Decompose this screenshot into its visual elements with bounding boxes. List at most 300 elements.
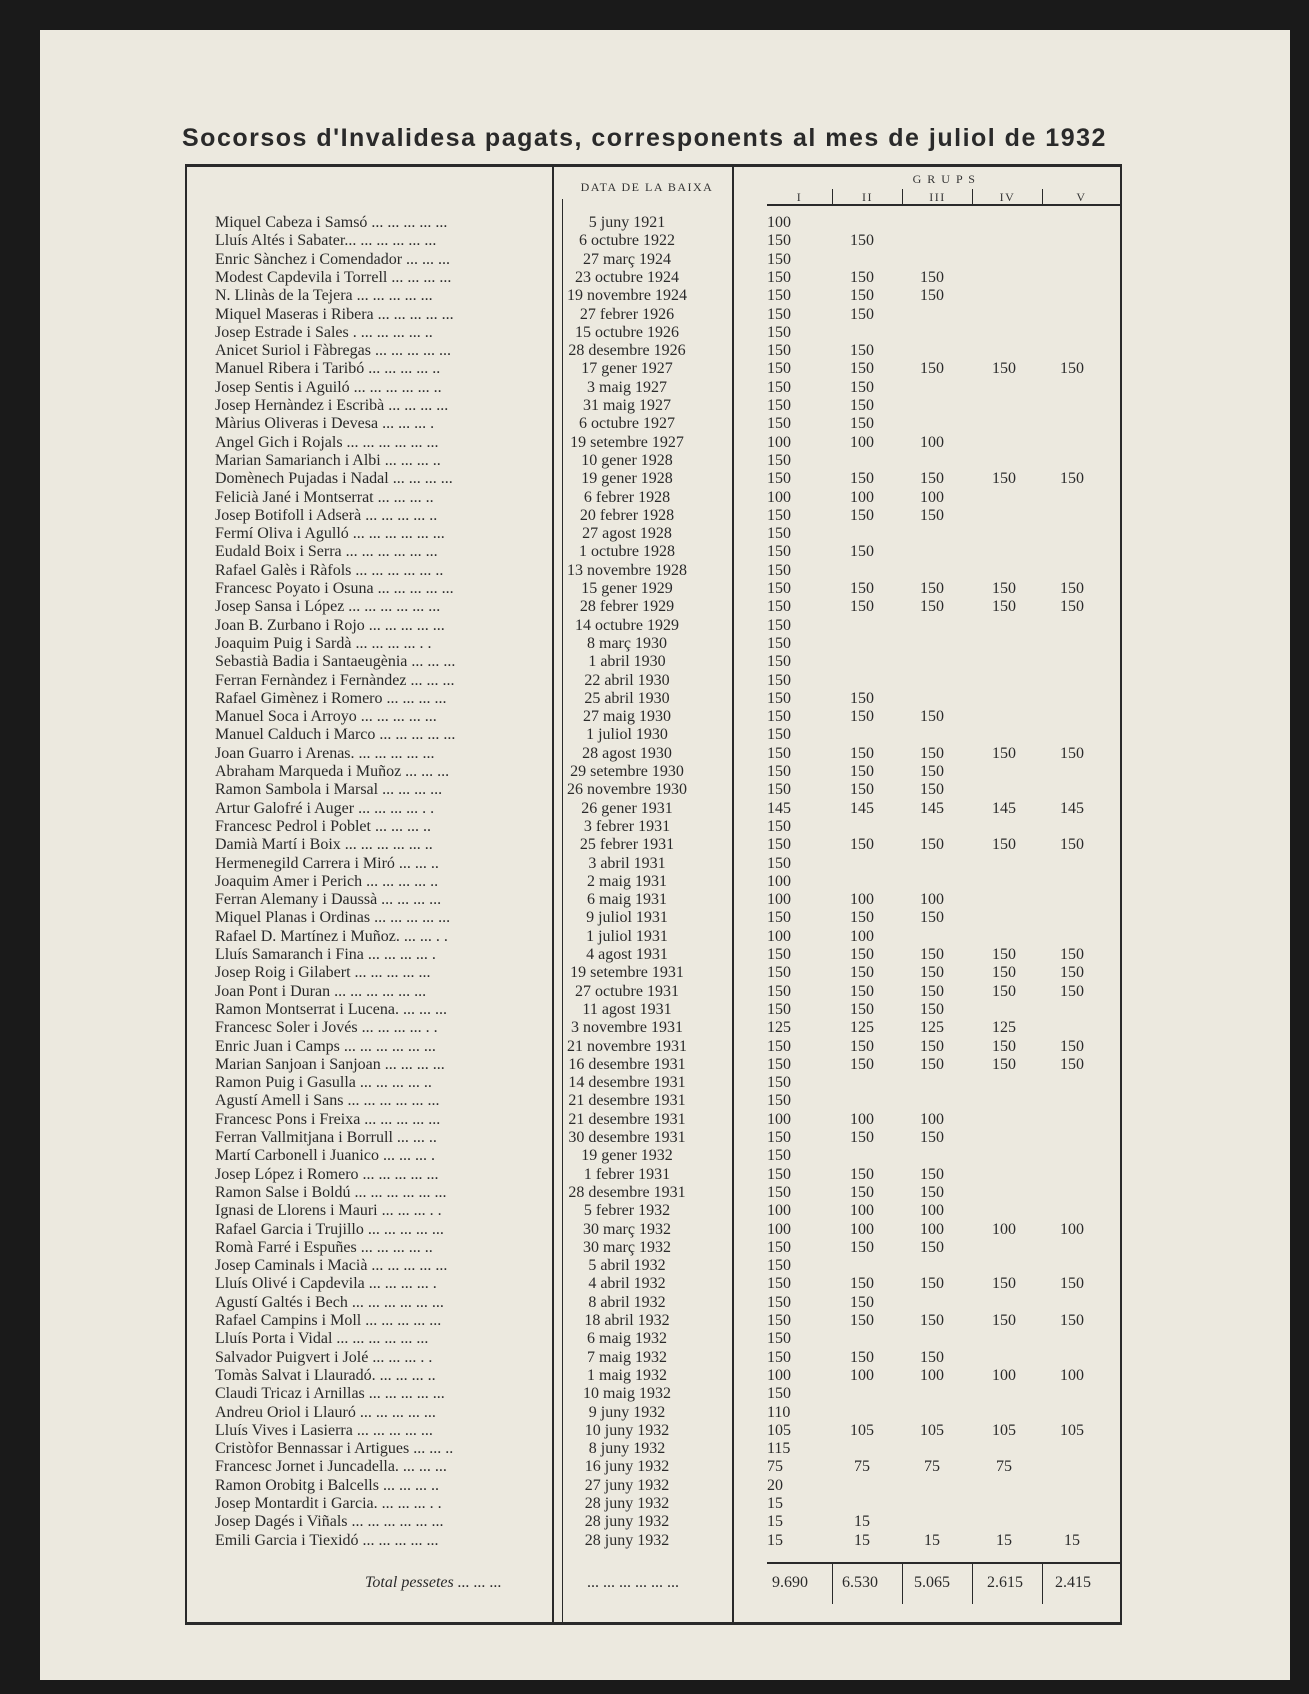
cell-group-ii: 100 [850,1110,874,1128]
cell-date: 1 juliol 1930 [586,726,668,744]
cell-group-i: 150 [767,1092,791,1110]
cell-group-ii: 150 [850,378,874,396]
cell-group-v: 150 [1060,836,1084,854]
cell-group-iii: 150 [920,781,944,799]
cell-group-ii: 100 [850,927,874,945]
cell-date: 19 gener 1928 [581,470,673,488]
table-row [197,818,1122,836]
cell-name: Enric Juan i Camps ... ... ... ... ... ... [215,1037,436,1055]
cell-group-i: 20 [767,1476,783,1494]
cell-name: Marian Sanjoan i Sanjoan ... ... ... ... [215,1055,445,1073]
table-row [197,1367,1122,1385]
cell-group-i: 150 [767,525,791,543]
cell-name: Sebastià Badia i Santaeugènia ... ... ... [215,653,456,671]
cell-group-ii: 105 [850,1421,874,1439]
cell-group-i: 100 [767,1366,791,1384]
cell-name: Ramon Orobitg i Balcells ... ... ... .. [215,1476,439,1494]
cell-group-iii: 150 [920,1055,944,1073]
cell-name: Joaquim Amer i Perich ... ... ... ... .. [215,872,439,890]
cell-date: 6 octubre 1922 [579,232,675,250]
cell-date: 1 juliol 1931 [586,927,668,945]
cell-group-iii: 150 [920,360,944,378]
table-row [197,1202,1122,1220]
cell-group-i: 150 [767,1129,791,1146]
cell-date: 30 desembre 1931 [568,1129,686,1146]
table-row [197,580,1122,598]
cell-group-i: 150 [767,561,791,579]
cell-name: Rafael Campins i Moll ... ... ... ... ... [215,1312,442,1329]
cell-date: 28 agost 1930 [582,744,672,762]
table-row [197,306,1122,324]
cell-group-i: 100 [767,433,791,451]
cell-name: Miquel Cabeza i Samsó ... ... ... ... ... [215,214,448,231]
cell-group-iii: 150 [920,1312,944,1329]
cell-name: Lluís Porta i Vidal ... ... ... ... ... ... [215,1330,429,1348]
cell-group-ii: 150 [850,580,874,597]
cell-name: Martí Carbonell i Juanico ... ... ... . [215,1147,435,1165]
cell-group-ii: 150 [850,909,874,927]
table-row [197,909,1122,927]
total-divider-4 [1042,1562,1043,1604]
cell-group-v: 150 [1060,1037,1084,1055]
cell-name: N. Llinàs de la Tejera ... ... ... ... ... [215,287,433,305]
cell-date: 28 desembre 1926 [568,342,686,360]
cell-group-iii: 150 [920,836,944,854]
cell-group-i: 150 [767,763,791,780]
cell-group-iii: 150 [920,1275,944,1293]
table-row [197,726,1122,744]
cell-name: Eudald Boix i Serra ... ... ... ... ... ... [215,543,438,561]
cell-name: Manuel Soca i Arroyo ... ... ... ... ... [215,708,437,726]
cell-name: Hermenegild Carrera i Miró ... ... .. [215,854,439,872]
cell-group-i: 100 [767,891,791,909]
cell-name: Josep López i Romero ... ... ... ... ... [215,1165,439,1183]
cell-group-i: 150 [767,1183,791,1201]
cell-name: Ferran Alemany i Daussà ... ... ... ... [215,891,442,909]
cell-date: 27 agost 1928 [582,525,672,543]
cell-group-i: 150 [767,781,791,799]
cell-group-i: 150 [767,323,791,341]
cell-group-i: 150 [767,506,791,524]
cell-group-iv: 100 [992,1366,1016,1384]
cell-group-v: 150 [1060,982,1084,1000]
cell-group-i: 150 [767,1238,791,1256]
cell-name: Josep Sentis i Aguiló ... ... ... ... ... .. [215,378,442,396]
cell-name: Modest Capdevila i Torrell ... ... ... ... [215,268,452,286]
cell-group-iii: 100 [920,891,944,909]
cell-date: 21 desembre 1931 [568,1110,686,1128]
cell-group-i: 150 [767,1330,791,1348]
cell-date: 27 juny 1932 [584,1476,670,1494]
cell-date: 5 abril 1932 [588,1257,666,1275]
cell-group-ii: 100 [850,891,874,909]
cell-group-iii: 100 [920,1202,944,1220]
cell-name: Josep Montardit i Garcia. ... ... ... . . [215,1495,442,1512]
cell-group-iii: 150 [920,1238,944,1256]
group-header-iii: III [929,190,946,204]
table-row [197,397,1122,415]
cell-date: 28 desembre 1931 [568,1183,686,1201]
table-row [197,1038,1122,1056]
cell-date: 9 juliol 1931 [586,909,668,927]
table-row [197,928,1122,946]
cell-date: 30 març 1932 [583,1238,671,1256]
cell-group-ii: 150 [850,268,874,286]
cell-group-iv: 15 [996,1531,1012,1549]
cell-group-ii: 150 [850,397,874,414]
cell-group-ii: 150 [850,543,874,561]
cell-group-v: 15 [1064,1531,1080,1549]
cell-group-iii: 105 [920,1421,944,1439]
cell-group-i: 150 [767,232,791,250]
cell-date: 19 setembre 1931 [570,964,684,982]
cell-group-iv: 150 [992,1037,1016,1055]
cell-group-i: 150 [767,598,791,616]
cell-name: Claudi Tricaz i Arnillas ... ... ... ... ... [215,1385,445,1403]
cell-date: 11 agost 1931 [582,1000,672,1018]
cell-group-ii: 150 [850,232,874,250]
cell-date: 19 setembre 1927 [570,433,684,451]
cell-group-v: 150 [1060,360,1084,378]
cell-group-ii: 75 [854,1458,870,1476]
cell-group-v: 150 [1060,1275,1084,1293]
cell-group-v: 150 [1060,946,1084,963]
cell-name: Tomàs Salvat i Llauradó. ... ... ... .. [215,1366,436,1384]
cell-group-ii: 150 [850,1129,874,1146]
total-group-iv: 2.615 [987,1574,1023,1591]
left-rule [185,164,187,1624]
cell-group-i: 100 [767,1220,791,1238]
cell-group-i: 100 [767,927,791,945]
cell-name: Francesc Soler i Jovés ... ... ... ... . . [215,1019,438,1037]
cell-group-i: 150 [767,1293,791,1311]
cell-group-ii: 150 [850,305,874,323]
cell-group-iii: 125 [920,1019,944,1037]
cell-name: Enric Sànchez i Comendador ... ... ... [215,250,451,268]
cell-date: 1 abril 1930 [588,653,666,671]
cell-group-ii: 150 [850,1312,874,1329]
cell-group-ii: 145 [850,799,874,817]
cell-group-iii: 75 [924,1458,940,1476]
page-title: Socorsos d'Invalidesa pagats, corresponents al mes de juliol de 1932 [182,124,1107,152]
cell-name: Lluís Vives i Lasierra ... ... ... ... ... [215,1421,433,1439]
cell-date: 21 desembre 1931 [568,1092,686,1110]
table-row [197,360,1122,378]
cell-group-i: 150 [767,708,791,726]
table-row [197,507,1122,525]
cell-group-i: 150 [767,250,791,268]
cell-group-ii: 150 [850,744,874,762]
table-row [197,800,1122,818]
cell-date: 10 gener 1928 [581,451,673,469]
table-row [197,964,1122,982]
cell-group-ii: 150 [850,1037,874,1055]
cell-group-i: 105 [767,1421,791,1439]
cell-date: 13 novembre 1928 [567,561,687,579]
cell-date: 21 novembre 1931 [567,1037,687,1055]
cell-date: 25 abril 1930 [584,689,670,707]
cell-group-ii: 150 [850,1293,874,1311]
cell-name: Manuel Ribera i Taribó ... ... ... ... .. [215,360,441,378]
table-row [197,470,1122,488]
cell-group-i: 145 [767,799,791,817]
cell-date: 28 juny 1932 [584,1513,670,1531]
table-row [197,598,1122,616]
cell-date: 27 maig 1930 [583,708,671,726]
cell-date: 19 gener 1932 [581,1147,673,1165]
cell-group-iv: 150 [992,982,1016,1000]
table-row [197,1458,1122,1476]
cell-name: Rafael Garcia i Trujillo ... ... ... ... ... [215,1220,444,1238]
cell-group-iii: 150 [920,287,944,305]
table-row [197,1019,1122,1037]
cell-date: 15 octubre 1926 [575,323,679,341]
table-row [197,635,1122,653]
cell-date: 4 abril 1932 [588,1275,666,1293]
cell-group-ii: 150 [850,964,874,982]
cell-date: 27 març 1924 [583,250,671,268]
cell-name: Lluís Samaranch i Fina ... ... ... ... . [215,946,436,963]
cell-group-ii: 150 [850,342,874,360]
cell-group-ii: 150 [850,708,874,726]
cell-date: 2 maig 1931 [587,872,667,890]
cell-date: 3 maig 1927 [587,378,667,396]
cell-date: 15 gener 1929 [581,580,673,597]
cell-group-iii: 150 [920,598,944,616]
cell-group-iii: 145 [920,799,944,817]
cell-date: 31 maig 1927 [583,397,671,414]
cell-group-iii: 150 [920,744,944,762]
cell-date: 28 juny 1932 [584,1531,670,1549]
cell-group-iii: 150 [920,1037,944,1055]
table-row [197,763,1122,781]
cell-group-i: 150 [767,671,791,689]
cell-group-v: 105 [1060,1421,1084,1439]
cell-group-ii: 15 [854,1513,870,1531]
table-row [197,1532,1122,1550]
table-row [197,214,1122,232]
cell-name: Ramon Salse i Boldú ... ... ... ... ... ... [215,1183,447,1201]
cell-date: 10 maig 1932 [583,1385,671,1403]
cell-group-iv: 150 [992,836,1016,854]
cell-name: Josep Sansa i López ... ... ... ... ... ... [215,598,441,616]
cell-name: Francesc Pedrol i Poblet ... ... ... .. [215,817,431,835]
cell-group-iv: 150 [992,1312,1016,1329]
cell-group-iii: 150 [920,1129,944,1146]
table-row [197,415,1122,433]
cell-name: Francesc Poyato i Osuna ... ... ... ... ... [215,580,454,597]
cell-group-i: 150 [767,982,791,1000]
cell-group-iii: 150 [920,580,944,597]
cell-date: 29 setembre 1930 [570,763,684,780]
cell-group-i: 15 [767,1513,783,1531]
table-row [197,525,1122,543]
cell-group-i: 150 [767,1385,791,1403]
cell-name: Agustí Galtés i Bech ... ... ... ... ... ... [215,1293,444,1311]
cell-group-iv: 145 [992,799,1016,817]
cell-group-iii: 150 [920,763,944,780]
cell-group-iii: 15 [924,1531,940,1549]
cell-date: 27 febrer 1926 [579,305,675,323]
cell-name: Abraham Marqueda i Muñoz ... ... ... [215,763,450,780]
cell-name: Marian Samarianch i Albi ... ... ... .. [215,451,441,469]
cell-group-i: 150 [767,1275,791,1293]
cell-group-i: 150 [767,1055,791,1073]
table-row [197,1294,1122,1312]
cell-group-i: 125 [767,1019,791,1037]
cell-group-i: 150 [767,1000,791,1018]
cell-group-i: 15 [767,1531,783,1549]
table-row [197,1166,1122,1184]
cell-group-i: 150 [767,1147,791,1165]
cell-group-i: 75 [767,1458,783,1476]
table-row [197,251,1122,269]
table-row [197,1330,1122,1348]
total-group-ii: 6.530 [842,1574,878,1591]
cell-group-i: 150 [767,616,791,634]
cell-date: 3 novembre 1931 [571,1019,683,1037]
table-row [197,1495,1122,1513]
table-row [197,434,1122,452]
cell-group-i: 150 [767,854,791,872]
cell-date: 1 maig 1932 [587,1366,667,1384]
table-row [197,781,1122,799]
table-row [197,873,1122,891]
cell-group-i: 150 [767,744,791,762]
cell-group-iv: 100 [992,1220,1016,1238]
cell-date: 23 octubre 1924 [575,268,679,286]
bottom-rule [185,1622,1122,1625]
cell-group-iii: 100 [920,433,944,451]
table-row [197,1111,1122,1129]
cell-group-iv: 150 [992,470,1016,488]
cell-name: Rafael Galès i Ràfols ... ... ... ... ... .. [215,561,444,579]
table-row [197,543,1122,561]
cell-group-i: 100 [767,488,791,506]
cell-name: Rafael D. Martínez i Muñoz. ... ... . . [215,927,448,945]
cell-name: Ferran Vallmitjana i Borrull ... ... .. [215,1129,437,1146]
page [40,30,1290,1680]
cell-group-v: 150 [1060,470,1084,488]
table-row [197,232,1122,250]
cell-group-i: 150 [767,287,791,305]
cell-group-ii: 150 [850,1165,874,1183]
cell-group-iv: 150 [992,360,1016,378]
table-row [197,1422,1122,1440]
table-row [197,1221,1122,1239]
cell-date: 9 juny 1932 [588,1403,666,1421]
cell-group-iii: 150 [920,1183,944,1201]
cell-group-i: 150 [767,836,791,854]
cell-name: Miquel Planas i Ordinas ... ... ... ... ... [215,909,451,927]
table-row [197,287,1122,305]
cell-name: Ferran Fernàndez i Fernàndez ... ... ... [215,671,455,689]
total-divider-2 [902,1562,903,1604]
cell-group-ii: 150 [850,689,874,707]
cell-name: Joan B. Zurbano i Rojo ... ... ... ... ... [215,616,445,634]
cell-date: 8 juny 1932 [588,1440,666,1458]
invalidity-table [197,164,1122,1624]
cell-group-v: 150 [1060,744,1084,762]
cell-group-ii: 150 [850,781,874,799]
cell-name: Artur Galofré i Auger ... ... ... ... . . [215,799,435,817]
cell-group-ii: 100 [850,1202,874,1220]
cell-group-i: 150 [767,580,791,597]
cell-group-iii: 150 [920,909,944,927]
cell-date: 28 febrer 1929 [579,598,675,616]
cell-name: Agustí Amell i Sans ... ... ... ... ... ... [215,1092,440,1110]
cell-name: Lluís Altés i Sabater... ... ... ... ... ... [215,232,437,250]
cell-date: 18 abril 1932 [584,1312,670,1329]
cell-date: 3 febrer 1931 [583,817,671,835]
cell-name: Damià Martí i Boix ... ... ... ... ... .. [215,836,433,854]
cell-group-i: 150 [767,451,791,469]
cell-group-ii: 150 [850,946,874,963]
cell-group-ii: 150 [850,982,874,1000]
cell-group-iv: 150 [992,946,1016,963]
table-row [197,1239,1122,1257]
cell-group-i: 150 [767,305,791,323]
cell-name: Màrius Oliveras i Devesa ... ... ... . [215,415,435,433]
cell-group-iii: 150 [920,964,944,982]
table-row [197,452,1122,470]
cell-group-v: 100 [1060,1366,1084,1384]
cell-group-iv: 125 [992,1019,1016,1037]
cell-date: 7 maig 1932 [587,1348,667,1366]
cell-group-i: 150 [767,342,791,360]
cell-group-ii: 150 [850,1348,874,1366]
cell-group-ii: 150 [850,1238,874,1256]
groups-header: G R U P S [912,172,977,186]
cell-name: Manuel Calduch i Marco ... ... ... ... ... [215,726,456,744]
cell-date: 26 novembre 1930 [567,781,687,799]
cell-date: 8 març 1930 [587,634,667,652]
total-group-i: 9.690 [772,1574,808,1591]
table-row [197,269,1122,287]
cell-date: 20 febrer 1928 [579,506,675,524]
cell-date: 22 abril 1930 [584,671,670,689]
cell-date: 6 febrer 1928 [583,488,671,506]
cell-group-ii: 100 [850,1220,874,1238]
cell-date: 30 març 1932 [583,1220,671,1238]
cell-group-iii: 100 [920,488,944,506]
cell-group-iii: 100 [920,1110,944,1128]
cell-name: Josep Caminals i Macià ... ... ... ... ... [215,1257,448,1275]
cell-group-ii: 125 [850,1019,874,1037]
cell-date: 14 desembre 1931 [568,1074,686,1092]
cell-group-i: 150 [767,634,791,652]
cell-name: Francesc Jornet i Juncadella. ... ... ... [215,1458,447,1476]
cell-group-ii: 150 [850,287,874,305]
cell-group-ii: 150 [850,1000,874,1018]
table-row [197,1184,1122,1202]
cell-group-iv: 75 [996,1458,1012,1476]
cell-name: Anicet Suriol i Fàbregas ... ... ... ... ... [215,342,451,360]
group-header-ii: II [862,190,873,204]
cell-group-iv: 150 [992,1055,1016,1073]
table-row [197,1092,1122,1110]
cell-group-ii: 150 [850,360,874,378]
cell-group-iv: 150 [992,1275,1016,1293]
cell-name: Ramon Montserrat i Lucena. ... ... ... [215,1000,447,1018]
cell-date: 28 juny 1932 [584,1495,670,1512]
cell-group-iii: 150 [920,1000,944,1018]
cell-name: Domènech Pujadas i Nadal ... ... ... ... [215,470,453,488]
cell-group-i: 150 [767,1312,791,1329]
cell-date: 5 juny 1921 [588,214,666,231]
cell-group-iii: 150 [920,982,944,1000]
cell-group-iii: 100 [920,1220,944,1238]
